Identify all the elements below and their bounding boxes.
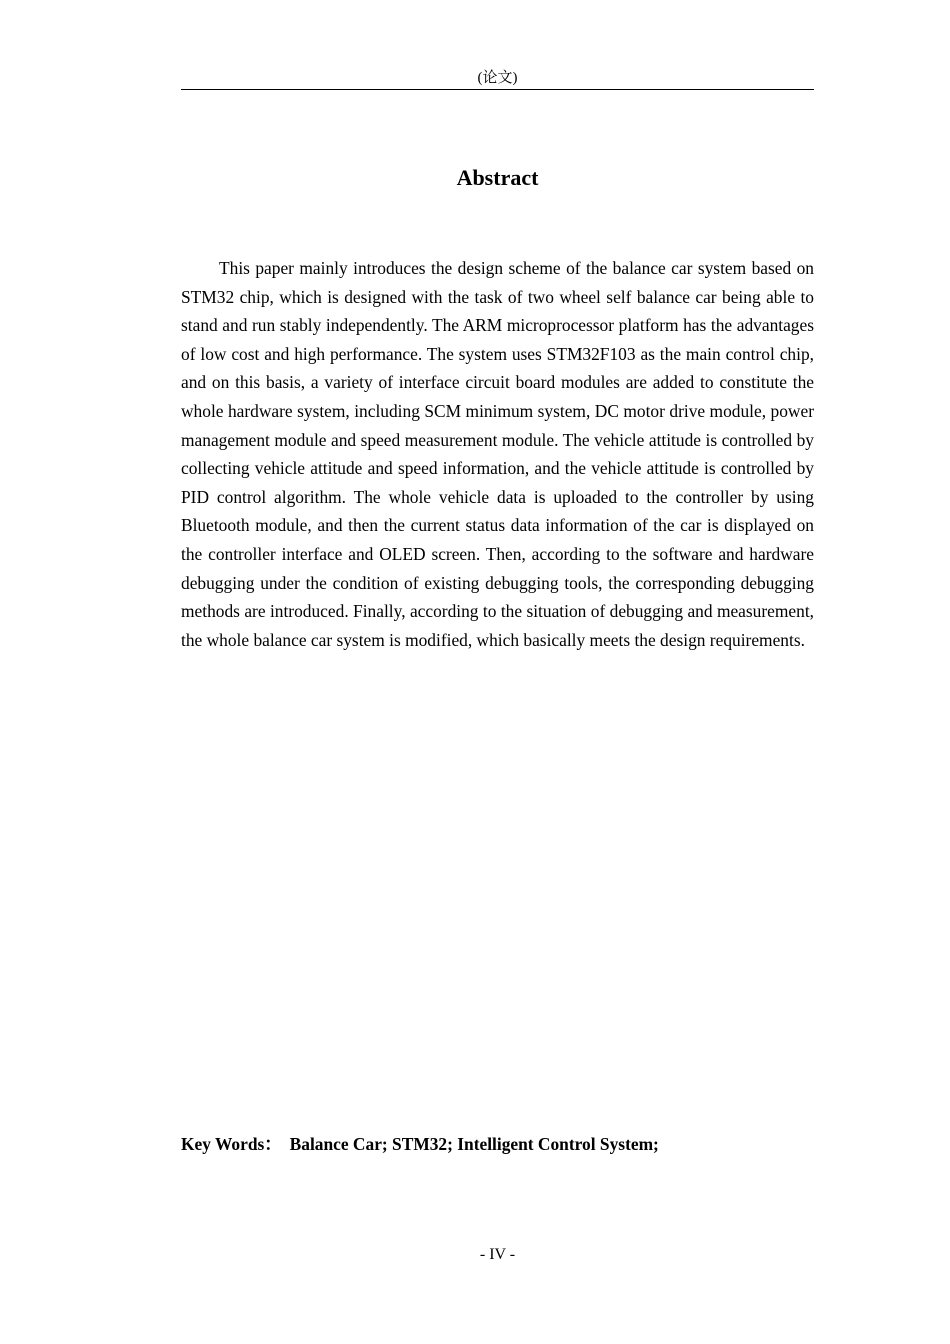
keywords-label: Key Words： (181, 1134, 282, 1154)
page-number: - IV - (479, 1246, 516, 1263)
keywords-values: Balance Car; STM32; Intelligent Control System; (289, 1134, 659, 1154)
header-rule (181, 89, 814, 90)
abstract-body: This paper mainly introduces the design scheme of the balance car system based on STM32 chip, which is designed with the task of two wheel self balance car being able to stand and run stably independently. The ARM microprocessor platform has the advantages of low cost and high performance. The system uses STM32F103 as the main control chip, and on this basis, a variety of interface circuit board modules are added to constitute the whole hardware system, including SCM minimum system, DC motor drive module, power management module and speed measurement module. The vehicle attitude is controlled by collecting vehicle attitude and speed information, and the vehicle attitude is controlled by PID control algorithm. The whole vehicle data is uploaded to the controller by using Bluetooth module, and then the current status data information of the car is displayed on the controller interface and OLED screen. Then, according to the software and hardware debugging under the condition of existing debugging tools, the corresponding debugging methods are introduced. Finally, according to the situation of debugging and measurement, the whole balance car system is modified, which basically meets the design requirements. (181, 258, 814, 650)
abstract-heading: Abstract (456, 165, 539, 190)
keywords-line (181, 1130, 814, 1158)
running-header: (论文) (477, 70, 518, 86)
